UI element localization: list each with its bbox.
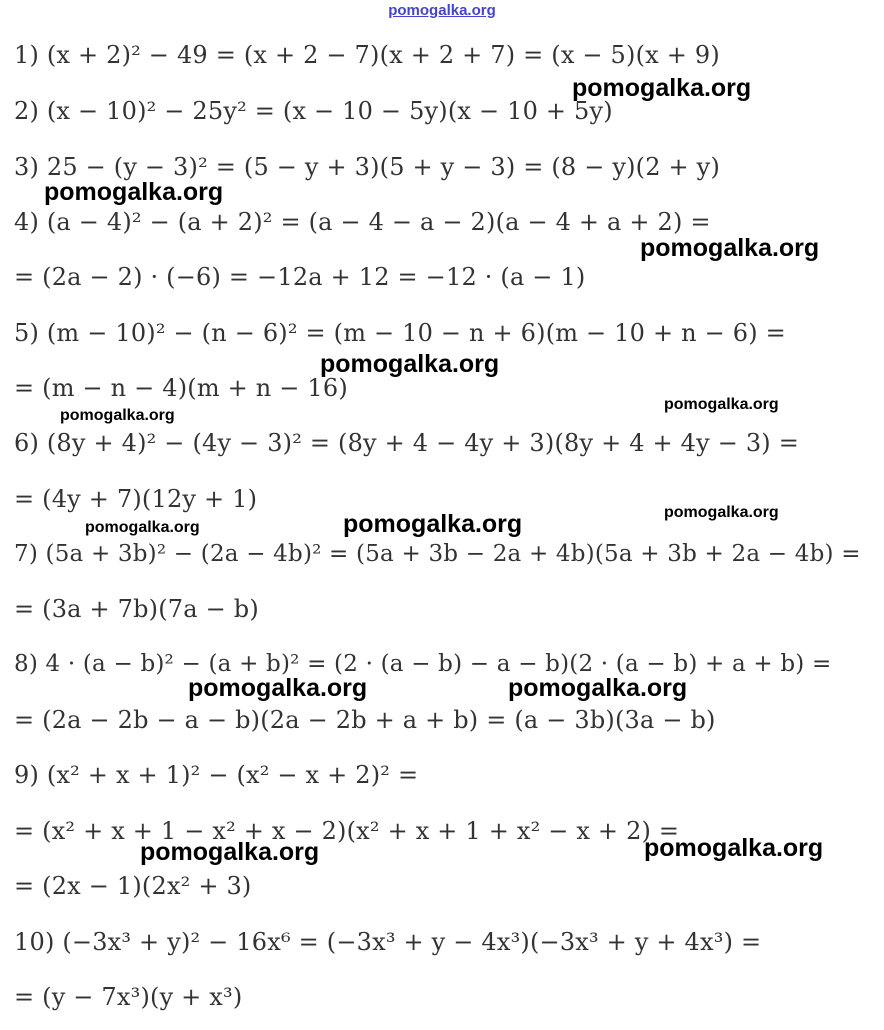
- math-line: = (x² + x + 1 − x² + x − 2)(x² + x + 1 + x² − x + 2) =: [14, 817, 680, 845]
- watermark: pomogalka.org: [140, 838, 320, 866]
- math-line: = (3a + 7b)(7a − b): [14, 595, 259, 623]
- math-line: = (m − n − 4)(m + n − 16): [14, 374, 348, 402]
- watermark: pomogalka.org: [320, 350, 500, 378]
- site-link[interactable]: pomogalka.org: [388, 2, 496, 19]
- watermark: pomogalka.org: [85, 519, 200, 536]
- math-line: 9) (x² + x + 1)² − (x² − x + 2)² =: [14, 761, 419, 789]
- math-line: 4) (a − 4)² − (a + 2)² = (a − 4 − a − 2)(a − 4 + a + 2) =: [14, 208, 711, 236]
- math-line: = (y − 7x³)(y + x³): [14, 983, 243, 1011]
- watermark: pomogalka.org: [644, 834, 824, 862]
- watermark: pomogalka.org: [343, 510, 523, 538]
- watermark: pomogalka.org: [572, 74, 752, 102]
- math-line: 2) (x − 10)² − 25y² = (x − 10 − 5y)(x − 10 + 5y): [14, 97, 613, 125]
- watermark: pomogalka.org: [44, 178, 224, 206]
- watermark: pomogalka.org: [508, 674, 688, 702]
- math-line: = (4y + 7)(12y + 1): [14, 485, 258, 513]
- math-line: 8) 4 · (a − b)² − (a + b)² = (2 · (a − b) − a − b)(2 · (a − b) + a + b) =: [14, 651, 832, 677]
- math-line: = (2a − 2) · (−6) = −12a + 12 = −12 · (a − 1): [14, 263, 586, 291]
- math-line: = (2a − 2b − a − b)(2a − 2b + a + b) = (a − 3b)(3a − b): [14, 706, 716, 734]
- math-line: 10) (−3x³ + y)² − 16x⁶ = (−3x³ + y − 4x³)(−3x³ + y + 4x³) =: [14, 928, 762, 956]
- math-line: 3) 25 − (y − 3)² = (5 − y + 3)(5 + y − 3) = (8 − y)(2 + y): [14, 153, 721, 181]
- watermark: pomogalka.org: [60, 407, 175, 424]
- watermark: pomogalka.org: [188, 674, 368, 702]
- math-line: = (2x − 1)(2x² + 3): [14, 872, 252, 900]
- math-line: 6) (8y + 4)² − (4y − 3)² = (8y + 4 − 4y + 3)(8y + 4 + 4y − 3) =: [14, 429, 800, 457]
- watermark: pomogalka.org: [640, 234, 820, 262]
- watermark: pomogalka.org: [664, 504, 779, 521]
- watermark: pomogalka.org: [664, 396, 779, 413]
- math-line: 5) (m − 10)² − (n − 6)² = (m − 10 − n + 6)(m − 10 + n − 6) =: [14, 319, 786, 347]
- math-line: 7) (5a + 3b)² − (2a − 4b)² = (5a + 3b − 2a + 4b)(5a + 3b + 2a − 4b) =: [14, 541, 861, 567]
- math-line: 1) (x + 2)² − 49 = (x + 2 − 7)(x + 2 + 7) = (x − 5)(x + 9): [14, 41, 720, 69]
